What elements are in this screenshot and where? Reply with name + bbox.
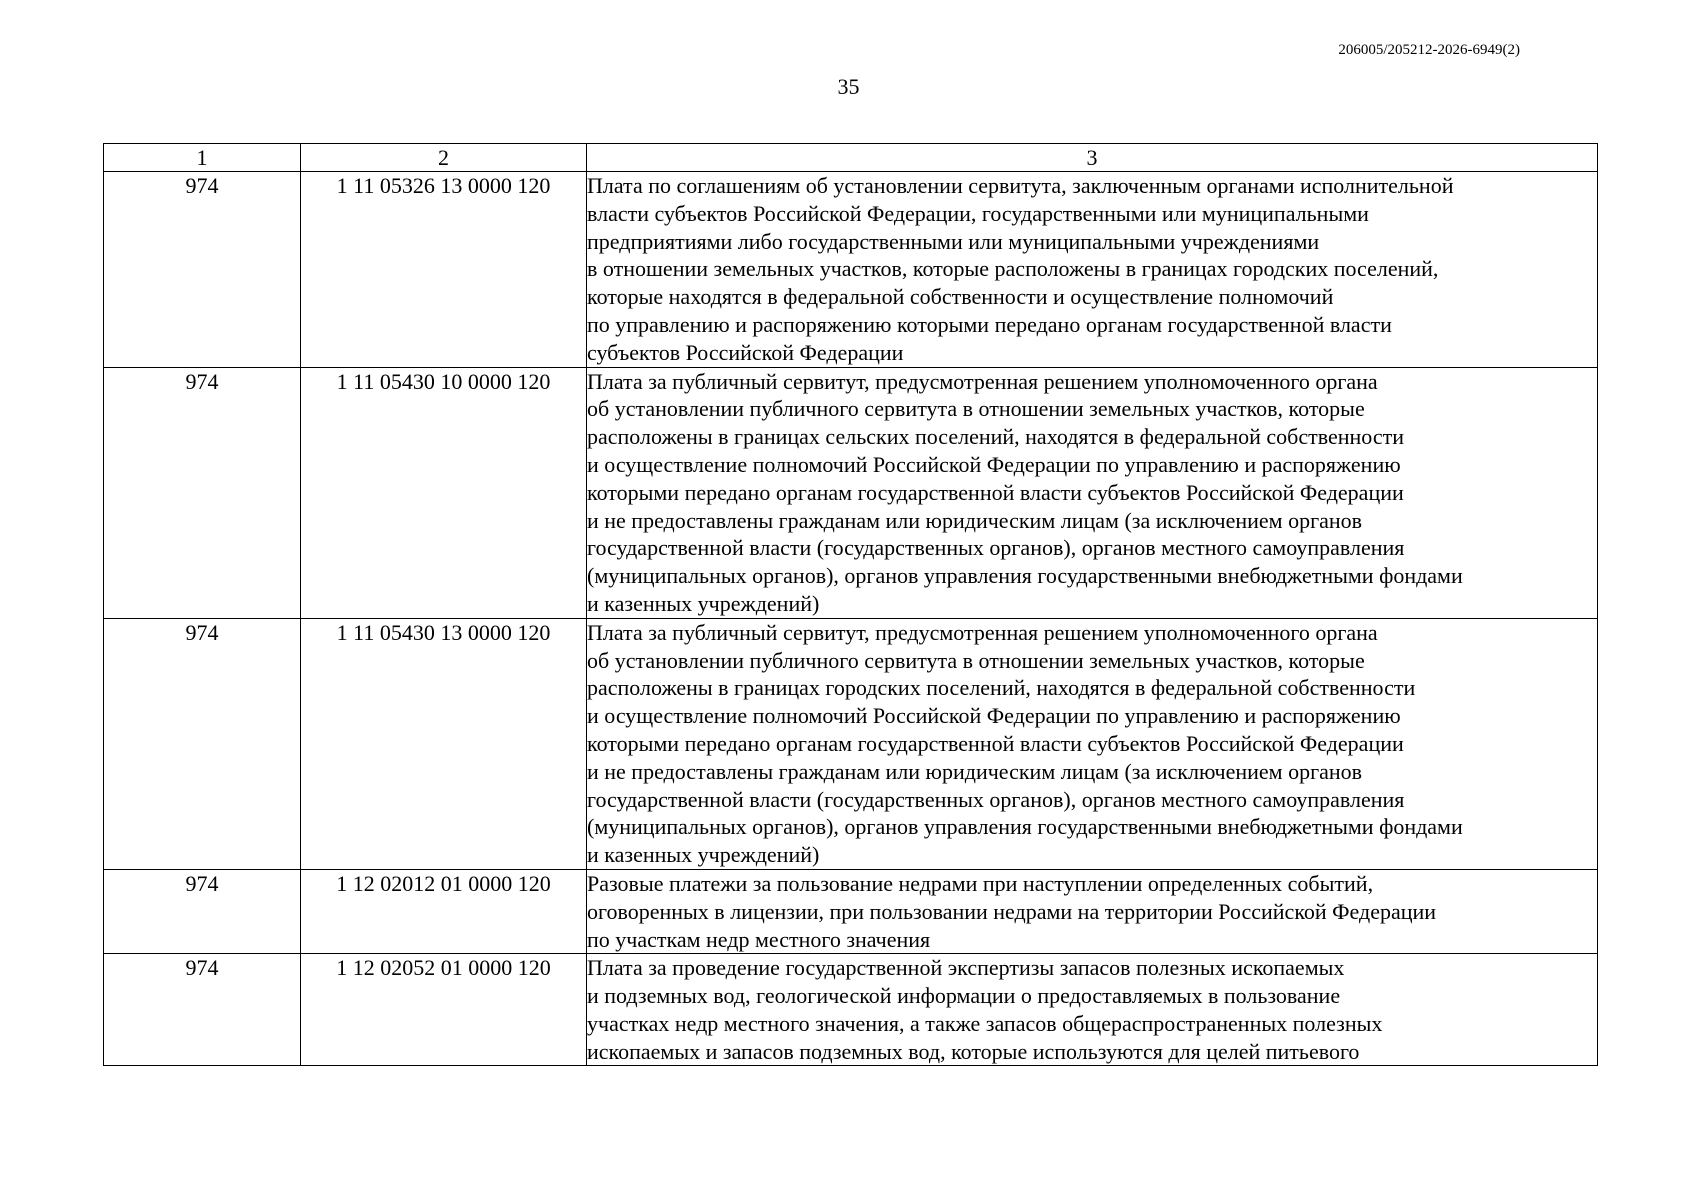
admin-code-cell: 974	[104, 954, 301, 1066]
description-line: которые находятся в федеральной собственности и осуществление полномочий	[587, 284, 1334, 310]
table-row	[104, 954, 1598, 1066]
description-line: и подземных вод, геологической информации о предоставляемых в пользование	[587, 983, 1341, 1009]
description-cell	[587, 172, 1598, 368]
description-cell	[587, 869, 1598, 953]
description-line: которыми передано органам государственной власти субъектов Российской Федерации	[587, 479, 1404, 505]
description-line: Разовые платежи за пользование недрами при наступлении определенных событий,	[587, 870, 1374, 896]
kbk-code-cell: 1 11 05326 13 0000 120	[301, 172, 587, 368]
description-line: предприятиями либо государственными или муниципальными учреждениями	[587, 228, 1320, 254]
description-clip	[587, 954, 1597, 1065]
description-line: власти субъектов Российской Федерации, государственными или муниципальными	[587, 200, 1369, 226]
description-line: и осуществление полномочий Российской Федерации по управлению и распоряжению	[587, 451, 1401, 477]
table-row	[104, 618, 1598, 869]
header-cell-2: 2	[301, 144, 587, 172]
description-line: по управлению и распоряжению которыми передано органам государственной власти	[587, 311, 1392, 337]
kbk-code-cell: 1 12 02052 01 0000 120	[301, 954, 587, 1066]
description-line: по участкам недр местного значения	[587, 926, 931, 952]
description-line: и казенных учреждений)	[587, 590, 820, 616]
description-line: и не предоставлены гражданам или юридическим лицам (за исключением органов	[587, 758, 1363, 784]
kbk-code-cell: 1 12 02012 01 0000 120	[301, 869, 587, 953]
description-cell	[587, 954, 1598, 1066]
admin-code-cell: 974	[104, 869, 301, 953]
description-line: и осуществление полномочий Российской Федерации по управлению и распоряжению	[587, 703, 1401, 729]
kbk-code-cell: 1 11 05430 10 0000 120	[301, 367, 587, 618]
header-cell-3: 3	[587, 144, 1598, 172]
description-line: расположены в границах сельских поселений, находятся в федеральной собственности	[587, 424, 1404, 450]
description-line: об установлении публичного сервитута в отношении земельных участков, которые	[587, 647, 1365, 673]
table-row	[104, 367, 1598, 618]
header-cell-1: 1	[104, 144, 301, 172]
table-row	[104, 172, 1598, 368]
description-line: (муниципальных органов), органов управления государственными внебюджетными фондами	[587, 563, 1463, 589]
description-line: расположены в границах городских поселений, находятся в федеральной собственности	[587, 675, 1416, 701]
description-line: участках недр местного значения, а также запасов общераспространенных полезных	[587, 1010, 1383, 1036]
description-line: субъектов Российской Федерации	[587, 339, 904, 365]
description-line: (муниципальных органов), органов управления государственными внебюджетными фондами	[587, 814, 1463, 840]
description-cell	[587, 367, 1598, 618]
description-line: в отношении земельных участков, которые расположены в границах городских поселений,	[587, 256, 1439, 282]
description-line: Плата по соглашениям об установлении сервитута, заключенным органами исполнительной	[587, 173, 1454, 198]
revenue-codes-table	[103, 143, 1598, 1066]
description-line: государственной власти (государственных органов), органов местного самоуправления	[587, 535, 1405, 561]
page-number: 35	[837, 74, 860, 99]
description-line: которыми передано органам государственной власти субъектов Российской Федерации	[587, 730, 1404, 756]
description-line: Плата за проведение государственной экспертизы запасов полезных ископаемых	[587, 955, 1345, 981]
admin-code-cell: 974	[104, 618, 301, 869]
description-line: и не предоставлены гражданам или юридическим лицам (за исключением органов	[587, 507, 1363, 533]
table-row	[104, 869, 1598, 953]
description-line: об установлении публичного сервитута в отношении земельных участков, которые	[587, 396, 1365, 422]
admin-code-cell: 974	[104, 367, 301, 618]
description-cell	[587, 618, 1598, 869]
description-line: государственной власти (государственных органов), органов местного самоуправления	[587, 786, 1405, 812]
description-line: Плата за публичный сервитут, предусмотренная решением уполномоченного органа	[587, 368, 1378, 394]
description-line: ископаемых и запасов подземных вод, которые используются для целей питьевого	[587, 1038, 1360, 1064]
document-id: 206005/205212-2026-6949(2)	[1338, 42, 1520, 58]
kbk-code-cell: 1 11 05430 13 0000 120	[301, 618, 587, 869]
description-line: Плата за публичный сервитут, предусмотренная решением уполномоченного органа	[587, 619, 1378, 645]
admin-code-cell: 974	[104, 172, 301, 368]
table-header-row	[104, 144, 1598, 172]
description-line: и казенных учреждений)	[587, 842, 820, 868]
description-line: оговоренных в лицензии, при пользовании недрами на территории Российской Федерации	[587, 898, 1437, 924]
